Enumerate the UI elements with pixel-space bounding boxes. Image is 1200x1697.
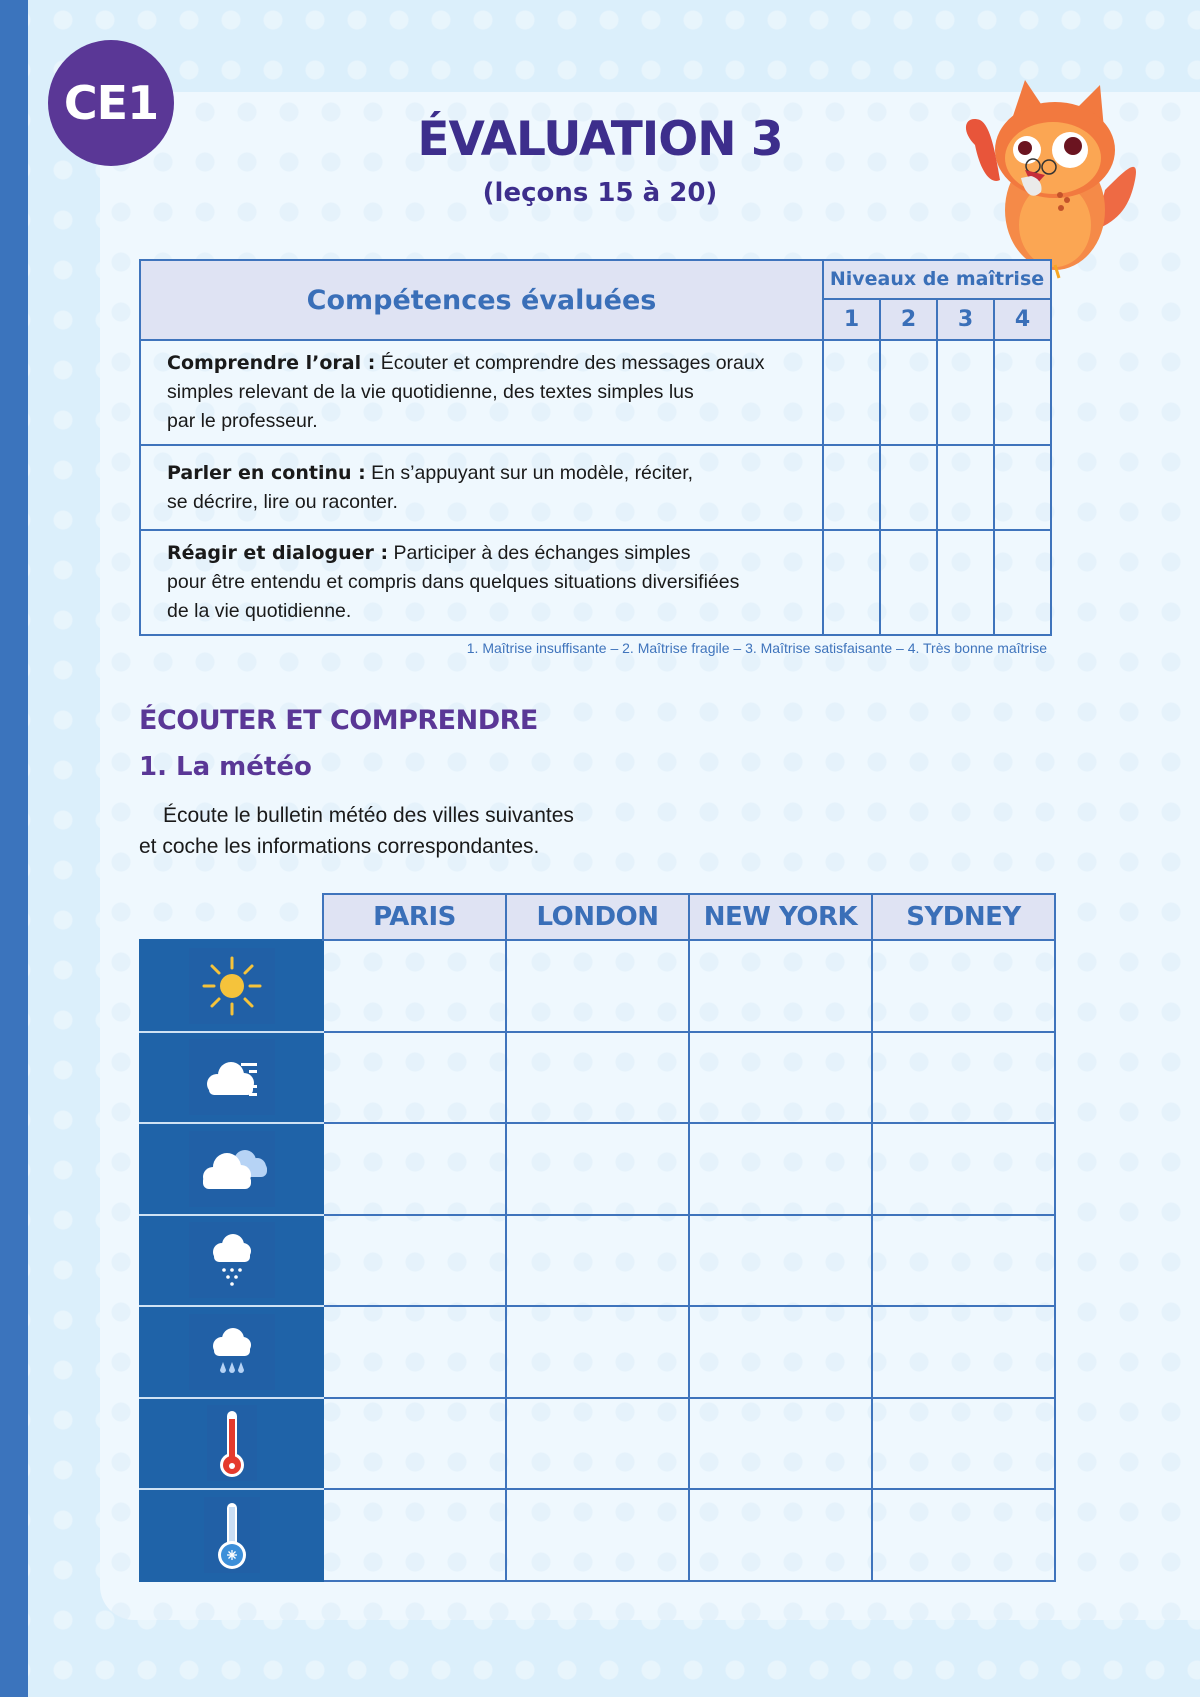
london-windy-cell[interactable] — [506, 1032, 689, 1124]
sydney-cold-cell[interactable] — [872, 1489, 1055, 1581]
snow-icon — [189, 1222, 275, 1298]
weather-row-cold — [140, 1489, 1055, 1581]
london-rain-cell[interactable] — [506, 1306, 689, 1398]
level-3-checkbox[interactable] — [937, 340, 994, 445]
corner-cell — [140, 894, 323, 940]
weather-row-cloudy — [140, 1123, 1055, 1215]
level-2-checkbox[interactable] — [880, 445, 937, 530]
paris-snow-cell[interactable] — [323, 1215, 506, 1307]
mastery-legend: 1. Maîtrise insuffisante – 2. Maîtrise fragile – 3. Maîtrise satisfaisante – 4. Très bonne maîtrise — [466, 640, 1047, 656]
weather-row-rain — [140, 1306, 1055, 1398]
competence-label: Comprendre l’oral : — [167, 352, 376, 374]
rain-icon — [189, 1314, 275, 1390]
level-1-checkbox[interactable] — [823, 445, 880, 530]
windy-cloud-icon — [189, 1039, 275, 1115]
level-1-checkbox[interactable] — [823, 340, 880, 445]
city-header-paris: PARIS — [323, 894, 506, 940]
level-3-header: 3 — [937, 299, 994, 340]
level-badge: CE1 — [48, 40, 174, 166]
mastery-levels-header: Niveaux de maîtrise — [823, 260, 1051, 299]
new-york-hot-cell[interactable] — [689, 1398, 872, 1490]
new-york-rain-cell[interactable] — [689, 1306, 872, 1398]
competence-description: Parler en continu : En s’appuyant sur un modèle, réciter, se décrire, lire ou raconter. — [140, 445, 823, 530]
level-4-checkbox[interactable] — [994, 530, 1051, 635]
paris-hot-cell[interactable] — [323, 1398, 506, 1490]
competence-row-parler — [140, 445, 1051, 530]
sun-icon — [189, 948, 275, 1024]
owl-mascot-icon — [955, 70, 1145, 280]
london-snow-cell[interactable] — [506, 1215, 689, 1307]
paris-rain-cell[interactable] — [323, 1306, 506, 1398]
weather-row-sunny — [140, 940, 1055, 1032]
weather-row-snow — [140, 1215, 1055, 1307]
paris-cloudy-cell[interactable] — [323, 1123, 506, 1215]
london-sunny-cell[interactable] — [506, 940, 689, 1032]
new-york-windy-cell[interactable] — [689, 1032, 872, 1124]
new-york-cloudy-cell[interactable] — [689, 1123, 872, 1215]
level-3-checkbox[interactable] — [937, 530, 994, 635]
level-4-checkbox[interactable] — [994, 445, 1051, 530]
exercise-title: 1. La météo — [139, 752, 312, 782]
level-2-header: 2 — [880, 299, 937, 340]
weather-row-hot — [140, 1398, 1055, 1490]
paris-cold-cell[interactable] — [323, 1489, 506, 1581]
city-header-sydney: SYDNEY — [872, 894, 1055, 940]
city-header-new-york: NEW YORK — [689, 894, 872, 940]
cloudy-icon — [189, 1131, 275, 1207]
competences-table — [139, 259, 1052, 636]
sydney-snow-cell[interactable] — [872, 1215, 1055, 1307]
competences-column-header: Compétences évaluées — [140, 260, 823, 340]
competence-description: Comprendre l’oral : Écouter et comprendre des messages oraux simples relevant de la vie quotidienne, des textes simples lus par le professeur. — [140, 340, 823, 445]
london-cold-cell[interactable] — [506, 1489, 689, 1581]
city-header-london: LONDON — [506, 894, 689, 940]
paris-windy-cell[interactable] — [323, 1032, 506, 1124]
weather-row-windy — [140, 1032, 1055, 1124]
exercise-instruction: Écoute le bulletin météo des villes suivantes et coche les informations correspondantes. — [139, 804, 574, 858]
cold-thermometer-icon — [204, 1497, 260, 1573]
competence-label: Réagir et dialoguer : — [167, 542, 389, 564]
left-border-stripe — [0, 0, 28, 1697]
competence-label: Parler en continu : — [167, 461, 366, 484]
sydney-windy-cell[interactable] — [872, 1032, 1055, 1124]
new-york-cold-cell[interactable] — [689, 1489, 872, 1581]
page-title: ÉVALUATION 3 — [417, 112, 783, 167]
london-cloudy-cell[interactable] — [506, 1123, 689, 1215]
page-subtitle: (leçons 15 à 20) — [482, 178, 718, 208]
sydney-hot-cell[interactable] — [872, 1398, 1055, 1490]
competence-row-reagir — [140, 530, 1051, 635]
level-4-checkbox[interactable] — [994, 340, 1051, 445]
sydney-cloudy-cell[interactable] — [872, 1123, 1055, 1215]
new-york-sunny-cell[interactable] — [689, 940, 872, 1032]
level-2-checkbox[interactable] — [880, 340, 937, 445]
section-title: ÉCOUTER ET COMPRENDRE — [139, 705, 538, 736]
level-1-header: 1 — [823, 299, 880, 340]
london-hot-cell[interactable] — [506, 1398, 689, 1490]
sydney-sunny-cell[interactable] — [872, 940, 1055, 1032]
competence-description: Réagir et dialoguer : Participer à des échanges simples pour être entendu et compris dans quelques situations diversifiées de la vie quotidienne. — [140, 530, 823, 635]
level-2-checkbox[interactable] — [880, 530, 937, 635]
new-york-snow-cell[interactable] — [689, 1215, 872, 1307]
level-4-header: 4 — [994, 299, 1051, 340]
sydney-rain-cell[interactable] — [872, 1306, 1055, 1398]
level-1-checkbox[interactable] — [823, 530, 880, 635]
weather-table — [139, 893, 1056, 1582]
level-3-checkbox[interactable] — [937, 445, 994, 530]
paris-sunny-cell[interactable] — [323, 940, 506, 1032]
competence-row-comprendre — [140, 340, 1051, 445]
hot-thermometer-icon — [207, 1405, 257, 1481]
